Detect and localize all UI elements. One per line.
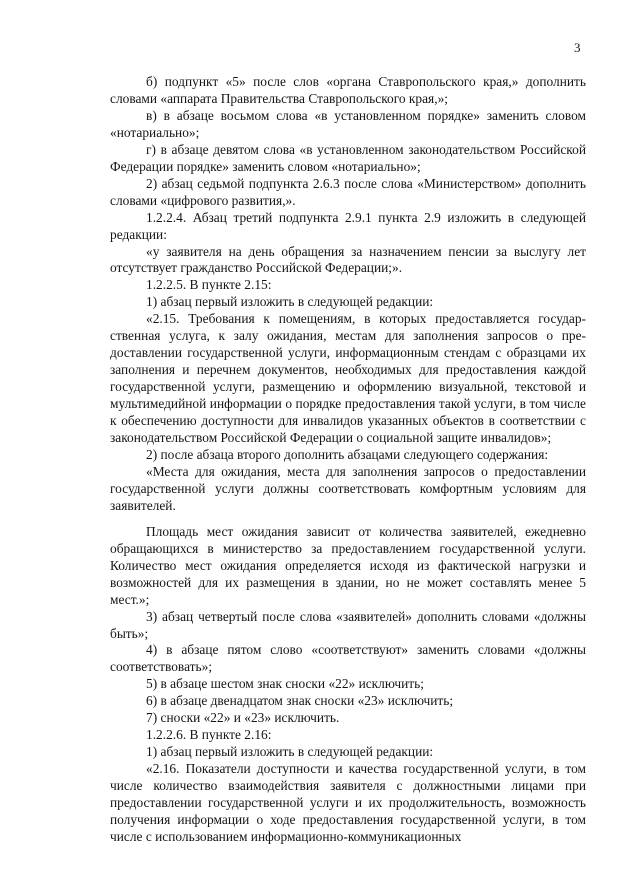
paragraph: 4) в абзаце пятом слово «соответствуют» заменить словами «должны соответствовать»;: [110, 642, 586, 675]
paragraph: г) в абзаце девятом слова «в установленном законодательством Российской Федерации порядке» заменить словом «нотариально»;: [110, 141, 586, 174]
paragraph: 6) в абзаце двенадцатом знак сноски «23» исключить;: [146, 693, 454, 709]
paragraph: 1) абзац первый изложить в следующей редакции:: [146, 294, 434, 310]
paragraph: в) в абзаце восьмом слова «в установленном порядке» заменить словом «нотариально»;: [110, 107, 586, 140]
paragraph: 3) абзац четвертый после слова «заявителей» дополнить словами «должны быть»;: [110, 608, 586, 641]
paragraph: «Места для ожидания, места для заполнения запросов о предоставлении государственной услуги должны соответствовать комфортным условиям для заявителей.: [110, 463, 586, 513]
paragraph: 5) в абзаце шестом знак сноски «22» исключить;: [146, 676, 424, 692]
paragraph: 1) абзац первый изложить в следующей редакции:: [146, 744, 434, 760]
paragraph: Площадь мест ожидания зависит от количества заявителей, ежедневно обращающихся в министерство за предоставлением государственной услуги. Количество мест ожидания определяется исходя из фактической нагрузки и возможностей для их размещения в здании, но не может составлять менее 5 мест.»;: [110, 523, 586, 607]
paragraph: «у заявителя на день обращения за назначением пенсии за выслугу лет отсутствует гражданство Российской Федерации;».: [110, 243, 586, 276]
paragraph: 7) сноски «22» и «23» исключить.: [146, 710, 340, 726]
paragraph: б) подпункт «5» после слов «органа Ставропольского края,» дополнить словами «аппарата Правительства Ставропольского края,»;: [110, 74, 586, 106]
paragraph: «2.15. Требования к помещениям, в которых предоставляется государственная услуга, к залу ожидания, местам для заполнения запросов о предоставлении государственной услуги, информационным стендам с образцами их заполнения и перечнем документов, необходимых для предоставления каждой государственной услуги, размещению и оформлению визуальной, текстовой и мультимедийной информации о порядке предоставления такой услуги, в том числе к обеспечению доступности для инвалидов указанных объектов в соответствии с законодательством Российской Федерации о социальной защите инвалидов»;: [110, 311, 586, 446]
paragraph: 1.2.2.6. В пункте 2.16:: [146, 727, 272, 743]
paragraph: 2) после абзаца второго дополнить абзацами следующего содержания:: [146, 446, 549, 462]
page-number: 3: [574, 40, 581, 55]
paragraph: «2.16. Показатели доступности и качества государственной услуги, в том числе количество взаимодействия заявителя с должностными лицами при предоставлении государственной услуги и их продолжительность, возможность получения информации о ходе предоставления государственной услуги, в том числе с использованием информационно-коммуникационных: [110, 761, 586, 844]
paragraph: 2) абзац седьмой подпункта 2.6.3 после слова «Министерством» дополнить словами «цифрового развития,».: [110, 175, 586, 208]
paragraph: 1.2.2.5. В пункте 2.15:: [146, 277, 272, 293]
document-body: [110, 74, 586, 846]
paragraph: 1.2.2.4. Абзац третий подпункта 2.9.1 пункта 2.9 изложить в следующей редакции:: [110, 209, 586, 242]
